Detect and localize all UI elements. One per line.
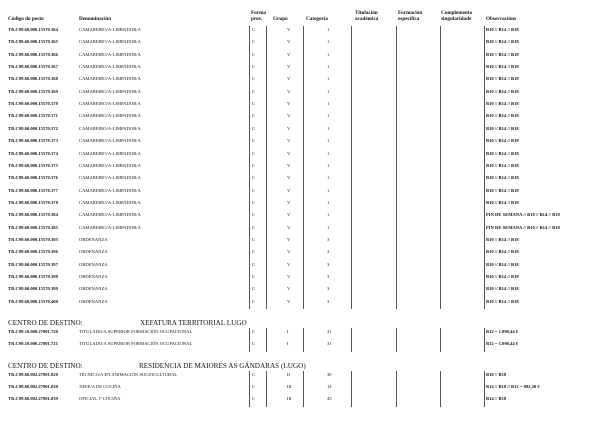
- row-observacions: B10 // B14 // B18: [486, 162, 519, 168]
- row-observacions: B10 // B14 // B18: [486, 286, 519, 292]
- row-grupo: V: [287, 261, 291, 267]
- row-categoria: 3: [327, 274, 330, 279]
- row-denominacion: CAMAREIRO/A-LIMPADOR/A: [79, 64, 141, 70]
- row-denominacion: CAMAREIRO/A-LIMPADOR/A: [79, 88, 141, 94]
- row-forma-prov: C: [252, 162, 256, 168]
- row-forma-prov: C: [252, 212, 256, 218]
- column-divider: [351, 371, 352, 407]
- section-name: XEFATURA TERRITORIAL LUGO: [140, 319, 247, 328]
- row-grupo: I: [287, 329, 289, 335]
- row-code: TR.C99.60.000.15570.397: [8, 261, 58, 267]
- column-divider: [396, 371, 397, 407]
- row-code: TR.C99.60.000.15570.385: [8, 224, 58, 230]
- section-name: RESIDENCIA DE MAIORES AS GÁNDARAS (LUGO): [139, 361, 306, 370]
- row-grupo: V: [287, 187, 291, 193]
- row-categoria: 3: [327, 286, 330, 292]
- row-code: TR.C99.60.000.15570.378: [8, 199, 58, 205]
- row-denominacion: CAMAREIRO/A-LIMPADOR/A: [79, 199, 141, 205]
- row-categoria: 1: [327, 162, 330, 168]
- column-divider: [266, 371, 267, 407]
- column-divider: [396, 328, 397, 352]
- row-observacions: B10 // B14 // B18: [486, 249, 519, 255]
- row-grupo: V: [287, 286, 291, 292]
- row-observacions: B10 // B14 // B18: [486, 298, 519, 304]
- row-denominacion: TÉCNICO/A EN ANIMACIÓN SOCIOCULTURAL: [79, 371, 178, 377]
- row-categoria: 3: [327, 261, 330, 267]
- row-observacions: B10 // B14 // B18: [486, 175, 519, 181]
- row-forma-prov: C: [252, 150, 256, 156]
- row-grupo: V: [287, 249, 291, 255]
- row-denominacion: CAMAREIRO/A-LIMPADOR/A: [79, 224, 141, 230]
- row-code: TR.C99.60.000.15570.364: [8, 27, 58, 32]
- row-observacions: B10 // B14 // B18: [486, 51, 519, 57]
- row-denominacion: ORDENANZA: [79, 236, 108, 242]
- row-grupo: V: [287, 101, 291, 107]
- row-denominacion: ORDENANZA: [79, 261, 108, 267]
- row-forma-prov: C: [252, 371, 256, 377]
- column-divider: [440, 371, 441, 407]
- row-categoria: 1: [327, 27, 330, 32]
- row-grupo: V: [287, 39, 291, 45]
- row-code: TR.C99.60.000.15570.367: [8, 64, 58, 70]
- row-categoria: 1: [327, 113, 330, 119]
- row-grupo: V: [287, 224, 291, 230]
- row-categoria: 1: [327, 51, 330, 57]
- row-categoria: 1: [327, 125, 330, 131]
- row-grupo: V: [287, 298, 291, 304]
- row-denominacion: CAMAREIRO/A-LIMPADOR/A: [79, 76, 141, 82]
- row-forma-prov: C: [252, 274, 256, 279]
- row-forma-prov: C: [252, 261, 256, 267]
- row-observacions: B10 // B14 // B18: [486, 150, 519, 156]
- row-code: TR.C99.10.000.27001.720: [8, 329, 58, 335]
- row-observacions: B10 // B14 // B18: [486, 138, 519, 144]
- row-forma-prov: C: [252, 175, 256, 181]
- row-grupo: V: [287, 88, 291, 94]
- row-observacions: B10 // B14 // B18: [486, 187, 519, 193]
- row-grupo: V: [287, 64, 291, 70]
- row-grupo: V: [287, 51, 291, 57]
- row-forma-prov: C: [252, 329, 256, 335]
- row-grupo: III: [287, 396, 292, 402]
- header-codigo: Código do posto: [8, 16, 44, 22]
- row-denominacion: ORDENANZA: [79, 249, 108, 255]
- column-divider: [303, 328, 304, 352]
- row-code: TR.C99.60.000.15570.365: [8, 39, 58, 45]
- row-categoria: 1: [327, 150, 330, 156]
- row-grupo: V: [287, 162, 291, 168]
- column-divider: [484, 328, 485, 352]
- header-complemento: Complemento singularidade: [441, 10, 473, 22]
- row-categoria: 3: [327, 298, 330, 304]
- row-forma-prov: C: [252, 384, 256, 390]
- row-denominacion: CAMAREIRO/A-LIMPADOR/A: [79, 101, 141, 107]
- row-observacions: B14 // B18: [486, 396, 507, 402]
- section-label: CENTRO DE DESTINO:: [8, 319, 83, 328]
- row-categoria: 1: [327, 212, 330, 218]
- row-code: TR.C99.60.002.27001.039: [8, 396, 58, 402]
- row-denominacion: OFICIAL 1ª COCIÑA: [79, 396, 121, 402]
- row-forma-prov: C: [252, 125, 256, 131]
- row-code: TR.C99.60.000.15570.368: [8, 76, 58, 82]
- row-categoria: 1: [327, 39, 330, 45]
- row-code: TR.C99.60.000.15570.372: [8, 125, 58, 131]
- row-observacions: B10 // B14 // B18: [486, 101, 519, 107]
- row-forma-prov: C: [252, 298, 256, 304]
- row-observacions: FIN DE SEMANA // B10 // B14 // B18: [486, 224, 560, 230]
- row-denominacion: TITULADO/A SUPERIOR FORMACIÓN OCUPACIONAL: [79, 341, 193, 347]
- row-grupo: V: [287, 212, 291, 218]
- row-grupo: V: [287, 274, 291, 279]
- row-code: TR.C99.60.000.15570.375: [8, 162, 58, 168]
- column-divider: [351, 328, 352, 352]
- row-grupo: V: [287, 27, 291, 32]
- row-code: TR.C99.60.000.15570.396: [8, 249, 58, 255]
- row-denominacion: CAMAREIRO/A-LIMPADOR/A: [79, 212, 141, 218]
- row-code: TR.C99.60.000.15570.370: [8, 101, 58, 107]
- row-grupo: V: [287, 138, 291, 144]
- row-denominacion: TITULADO/A SUPERIOR FORMACIÓN OCUPACIONAL: [79, 329, 193, 335]
- row-forma-prov: C: [252, 138, 256, 144]
- row-grupo: V: [287, 76, 291, 82]
- row-grupo: V: [287, 199, 291, 205]
- row-categoria: 1: [327, 187, 330, 193]
- row-code: TR.C99.60.000.15570.366: [8, 51, 58, 57]
- header-titulacion: Titulación académica: [355, 10, 379, 22]
- row-denominacion: CAMAREIRO/A-LIMPADOR/A: [79, 27, 141, 32]
- column-divider: [440, 328, 441, 352]
- row-categoria: 30: [327, 371, 332, 377]
- row-denominacion: CAMAREIRO/A-LIMPADOR/A: [79, 125, 141, 131]
- row-categoria: 1: [327, 101, 330, 107]
- row-code: TR.C99.60.002.27001.020: [8, 371, 58, 377]
- row-code: TR.C99.60.000.15570.377: [8, 187, 58, 193]
- header-observacions: Observacións: [486, 16, 516, 22]
- row-grupo: V: [287, 113, 291, 119]
- row-denominacion: ORDENANZA: [79, 286, 108, 292]
- row-grupo: I: [287, 341, 289, 347]
- row-categoria: 3: [327, 236, 330, 242]
- row-forma-prov: C: [252, 286, 256, 292]
- row-observacions: B10 // B14 // B18: [486, 236, 519, 242]
- row-forma-prov: C: [252, 396, 256, 402]
- row-denominacion: CAMAREIRO/A-LIMPADOR/A: [79, 187, 141, 193]
- header-forma-prov: Forma prov.: [251, 10, 266, 22]
- row-denominacion: ORDENANZA: [79, 274, 108, 279]
- row-denominacion: CAMAREIRO/A-LIMPADOR/A: [79, 175, 141, 181]
- row-observacions: FIN DE SEMANA // B10 // B14 // B18: [486, 212, 560, 218]
- row-categoria: 1: [327, 199, 330, 205]
- row-forma-prov: C: [252, 39, 256, 45]
- row-code: TR.C99.60.000.15570.374: [8, 150, 58, 156]
- column-divider: [266, 328, 267, 352]
- row-code: TR.C99.60.000.15570.400: [8, 298, 58, 304]
- row-categoria: 1: [327, 76, 330, 82]
- row-categoria: 45: [327, 396, 332, 402]
- row-categoria: 31: [327, 329, 332, 335]
- row-categoria: 1: [327, 138, 330, 144]
- row-observacions: B12 = 1.090,44 €: [486, 329, 519, 335]
- row-denominacion: ORDENANZA: [79, 298, 108, 304]
- row-forma-prov: C: [252, 51, 256, 57]
- row-code: TR.C99.60.000.15570.371: [8, 113, 58, 119]
- row-forma-prov: C: [252, 64, 256, 70]
- row-grupo: II: [287, 371, 291, 377]
- row-categoria: 1: [327, 175, 330, 181]
- row-denominacion: CAMAREIRO/A-LIMPADOR/A: [79, 39, 141, 45]
- row-observacions: B10 // B14 // B18: [486, 125, 519, 131]
- row-denominacion: CAMAREIRO/A-LIMPADOR/A: [79, 138, 141, 144]
- row-categoria: 1: [327, 224, 330, 230]
- row-forma-prov: C: [252, 341, 256, 347]
- column-divider: [484, 26, 485, 309]
- row-observacions: B10 // B14 // B18: [486, 261, 519, 267]
- column-divider: [351, 26, 352, 309]
- row-denominacion: CAMAREIRO/A-LIMPADOR/A: [79, 162, 141, 168]
- row-code: TR.C99.60.000.15570.384: [8, 212, 58, 218]
- row-categoria: 14: [327, 384, 332, 390]
- row-grupo: V: [287, 150, 291, 156]
- column-divider: [396, 26, 397, 309]
- row-forma-prov: C: [252, 113, 256, 119]
- row-forma-prov: C: [252, 187, 256, 193]
- header-categoria: Categoría: [306, 16, 328, 22]
- row-code: TR.C99.10.000.27001.721: [8, 341, 58, 347]
- row-observacions: B10 // B14 // B18: [486, 88, 519, 94]
- section-label: CENTRO DE DESTINO:: [8, 361, 83, 370]
- row-code: TR.C99.60.000.15570.369: [8, 88, 58, 94]
- row-observacions: B10 // B14 // B18: [486, 64, 519, 70]
- header-grupo: Grupo: [273, 16, 288, 22]
- row-grupo: III: [287, 384, 292, 390]
- row-observacions: B10 // B14 // B18: [486, 76, 519, 82]
- row-code: TR.C99.60.000.15570.395: [8, 236, 58, 242]
- row-forma-prov: C: [252, 236, 256, 242]
- row-denominacion: CAMAREIRO/A-LIMPADOR/A: [79, 51, 141, 57]
- row-forma-prov: C: [252, 224, 256, 230]
- row-code: TR.C99.60.000.15570.376: [8, 175, 58, 181]
- row-categoria: 3: [327, 249, 330, 255]
- row-observacions: B10 // B14 // B18: [486, 27, 519, 32]
- row-denominacion: XEFE/A DE COCIÑA: [79, 384, 121, 390]
- row-observacions: B12 = 1.090,44 €: [486, 341, 519, 347]
- row-forma-prov: C: [252, 27, 256, 32]
- column-divider: [249, 26, 250, 309]
- column-divider: [249, 328, 250, 352]
- row-observacions: B10 // B14 // B18: [486, 199, 519, 205]
- row-grupo: V: [287, 175, 291, 181]
- column-divider: [303, 371, 304, 407]
- row-grupo: V: [287, 125, 291, 131]
- row-forma-prov: C: [252, 88, 256, 94]
- row-observacions: B10 // B18: [486, 371, 507, 377]
- column-divider: [249, 371, 250, 407]
- row-grupo: V: [287, 236, 291, 242]
- row-forma-prov: C: [252, 199, 256, 205]
- header-denominacion: Denominación: [79, 16, 111, 22]
- row-code: TR.C99.60.000.15570.398: [8, 274, 58, 279]
- row-code: TR.C99.60.000.15570.373: [8, 138, 58, 144]
- row-observacions: B14 // B18 // B12 = 892,20 €: [486, 384, 540, 390]
- row-denominacion: CAMAREIRO/A-LIMPADOR/A: [79, 113, 141, 119]
- row-categoria: 1: [327, 64, 330, 70]
- row-observacions: B10 // B14 // B18: [486, 113, 519, 119]
- row-observacions: B10 // B14 // B18: [486, 274, 519, 279]
- row-forma-prov: C: [252, 76, 256, 82]
- column-divider: [484, 371, 485, 407]
- column-divider: [266, 26, 267, 309]
- column-divider: [440, 26, 441, 309]
- column-divider: [303, 26, 304, 309]
- row-forma-prov: C: [252, 249, 256, 255]
- header-formacion: Formación específica: [398, 10, 423, 22]
- row-code: TR.C99.60.002.27001.030: [8, 384, 58, 390]
- row-denominacion: CAMAREIRO/A-LIMPADOR/A: [79, 150, 141, 156]
- row-observacions: B10 // B14 // B18: [486, 39, 519, 45]
- row-categoria: 1: [327, 88, 330, 94]
- row-code: TR.C99.60.000.15570.399: [8, 286, 58, 292]
- row-categoria: 31: [327, 341, 332, 347]
- row-forma-prov: C: [252, 101, 256, 107]
